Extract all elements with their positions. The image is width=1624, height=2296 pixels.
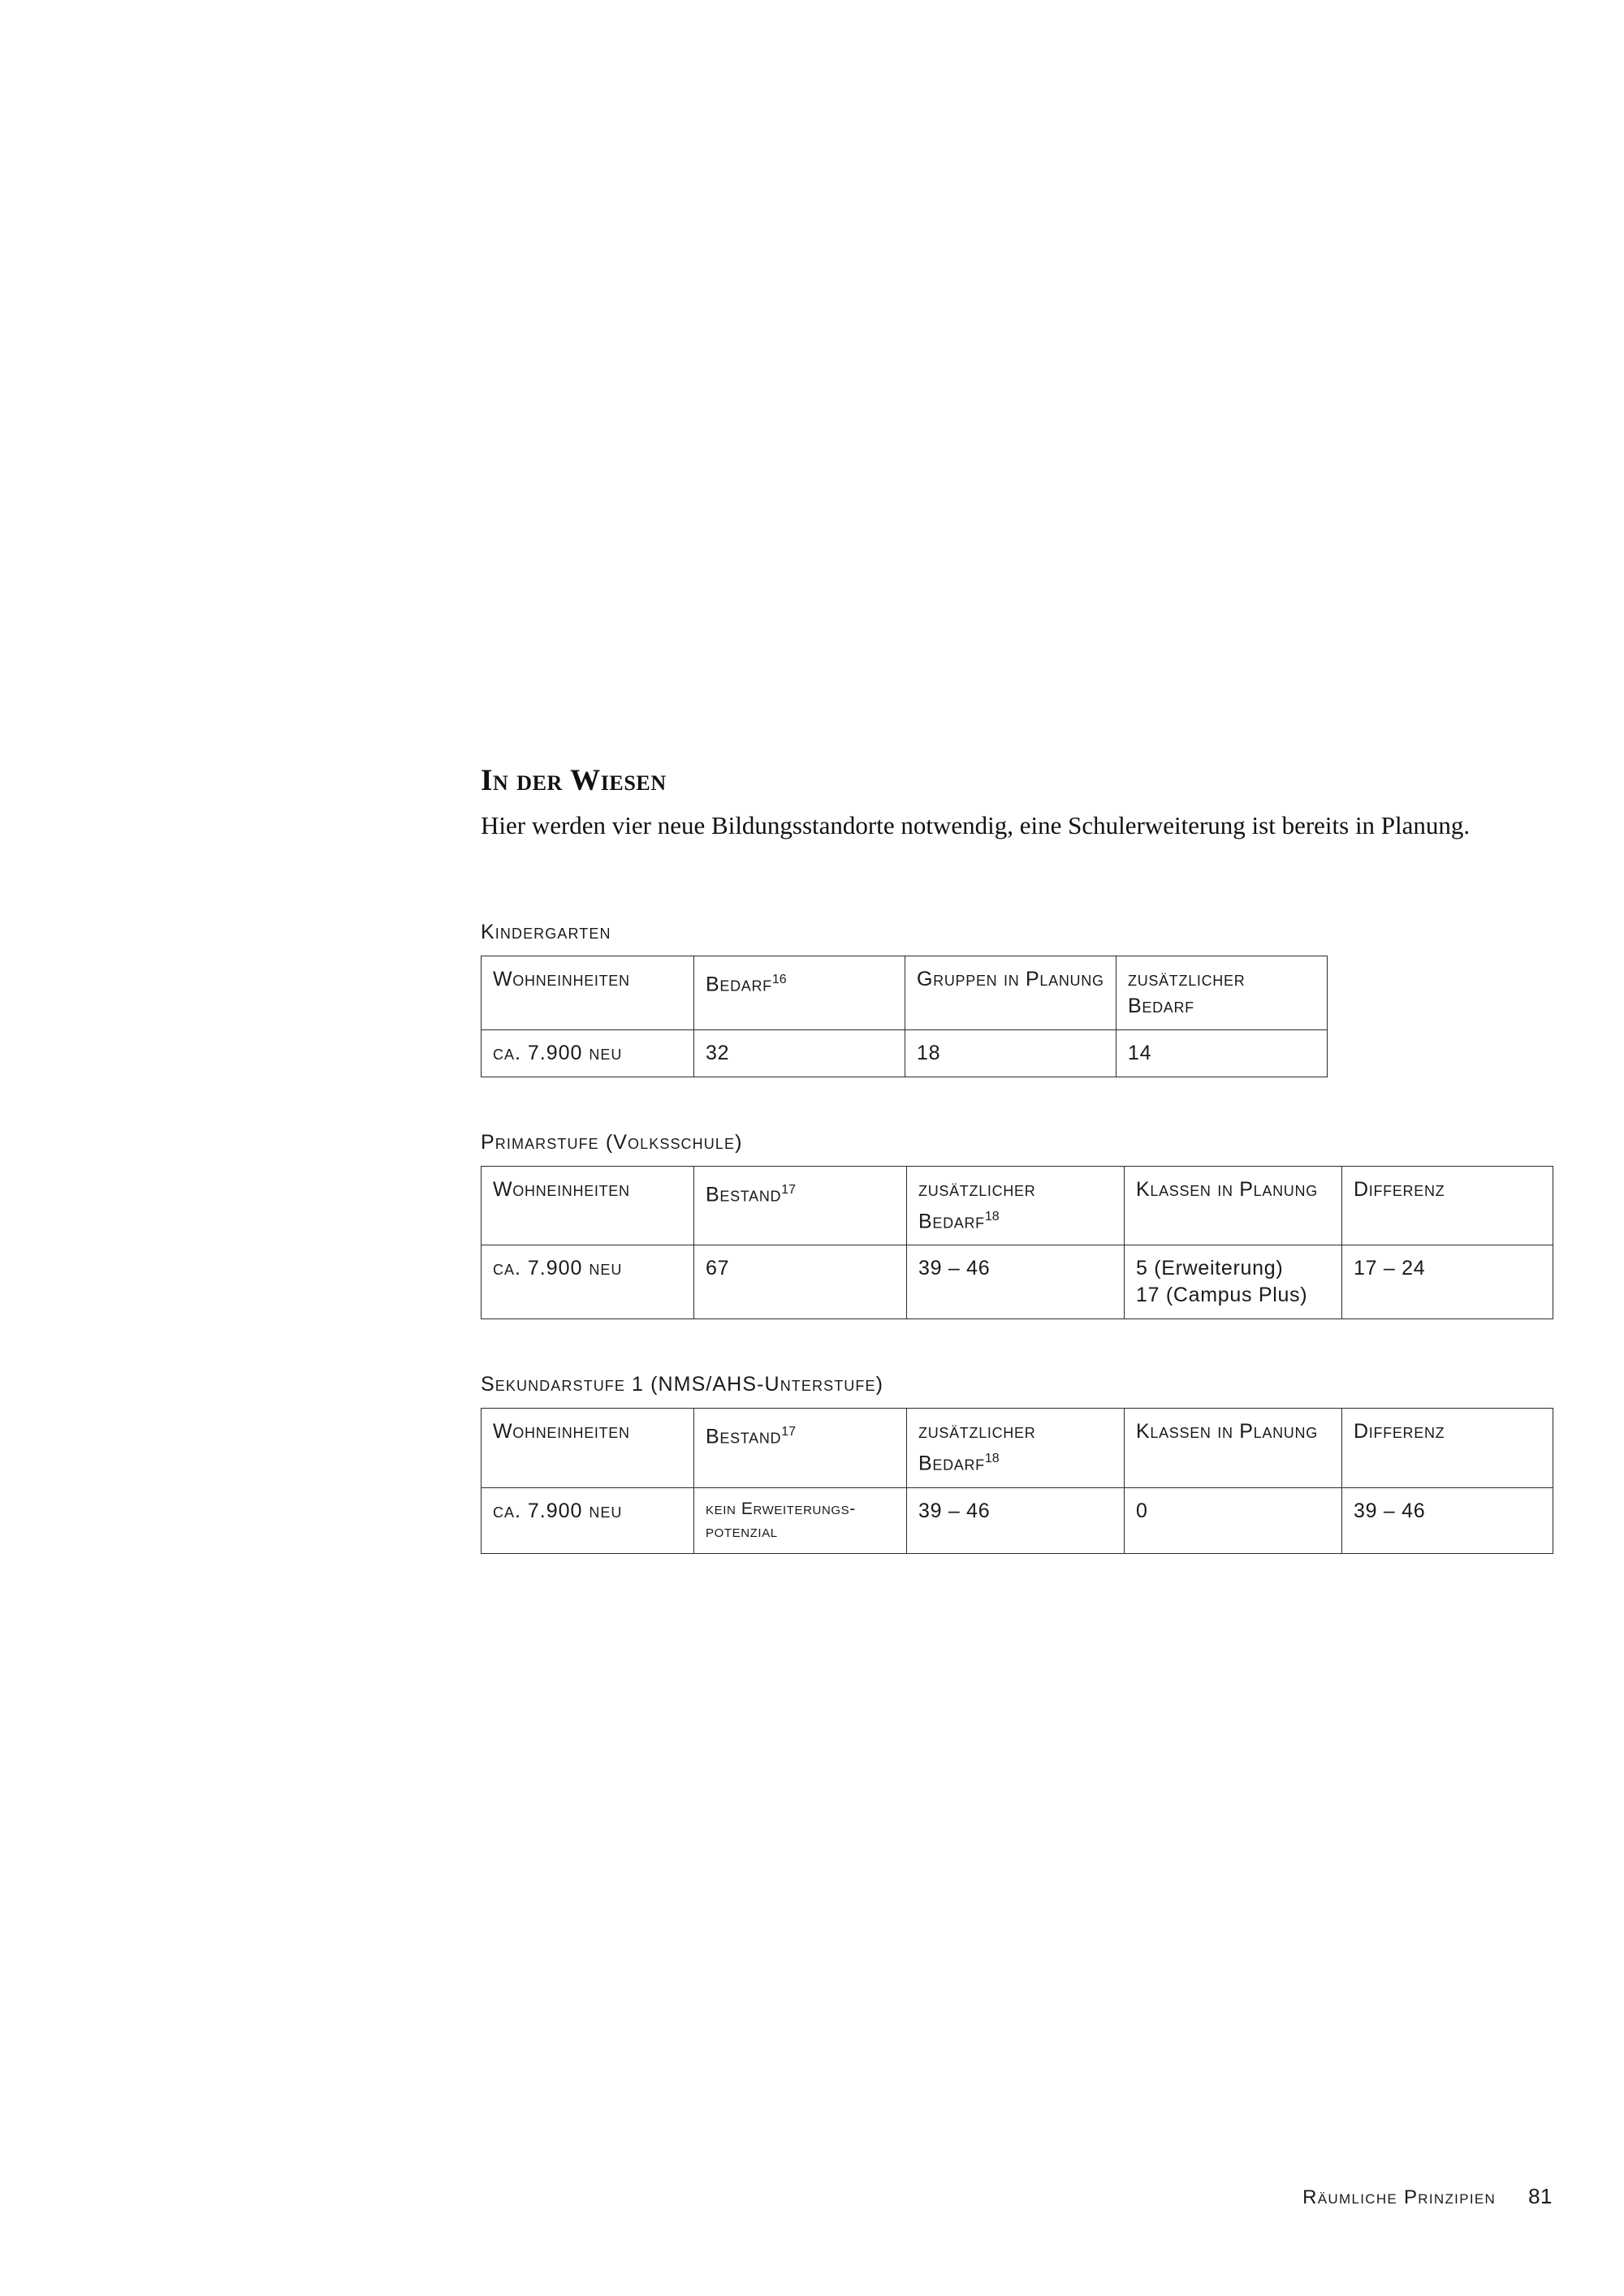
table-row: [482, 1030, 1328, 1077]
page-footer: [0, 2184, 1624, 2216]
column-header-zusaetzlicher-bedarf: zusätzlicher Bedarf$^{18}$: [907, 1409, 1125, 1487]
footnote-marker-18: 18: [984, 1210, 1000, 1224]
table-row: [482, 1487, 1553, 1553]
intro-paragraph: Hier werden vier neue Bildungsstandorte notwendig, eine Schulerweiterung ist bereits in Planung.: [481, 811, 1471, 839]
column-header-zusaetzlicher-bedarf: zusätzlicher Bedarf$^{18}$: [907, 1167, 1125, 1245]
column-header-wohneinheiten: Wohneinheiten: [482, 956, 694, 1030]
column-header-klassen-in-planung: Klassen in Planung: [1125, 1167, 1342, 1245]
table-block-sekundarstufe: [481, 1373, 1553, 1553]
page-content: [481, 763, 1553, 1554]
sekundarstufe-table: [481, 1408, 1553, 1553]
table-header-row: [482, 1167, 1553, 1245]
cell-bedarf: 32: [694, 1030, 905, 1077]
cell-bestand-note: kein Erweiterungs-potenzial: [706, 1499, 856, 1541]
footnote-marker-16: 16: [771, 973, 787, 986]
page-title: In der Wiesen: [481, 764, 667, 797]
cell-klassen-in-planung: [1125, 1245, 1342, 1319]
column-header-gruppen-in-planung: Gruppen in Planung: [905, 956, 1116, 1030]
footer-running-title: Räumliche Prinzipien: [1302, 2186, 1497, 2208]
table-caption-kindergarten: Kindergarten: [481, 921, 611, 943]
column-header-differenz: Differenz: [1342, 1167, 1553, 1245]
table-header-row: [482, 956, 1328, 1030]
table-header-row: [482, 1409, 1553, 1487]
cell-gruppen-in-planung: 18: [905, 1030, 1116, 1077]
primarstufe-table: [481, 1166, 1553, 1319]
cell-zusaetzlicher-bedarf: 39 – 46: [907, 1487, 1125, 1553]
table-block-kindergarten: [481, 921, 1553, 1077]
column-header-bestand: Bestand$^{17}$: [694, 1167, 907, 1245]
column-header-zusaetzlicher-bedarf: zusätzlicher Bedarf: [1116, 956, 1328, 1030]
table-caption-primarstufe: Primarstufe (Volksschule): [481, 1131, 743, 1154]
footnote-marker-17: 17: [781, 1425, 797, 1439]
table-row: [482, 1245, 1553, 1319]
cell-differenz: 39 – 46: [1342, 1487, 1553, 1553]
column-header-wohneinheiten: Wohneinheiten: [482, 1167, 694, 1245]
footnote-marker-18: 18: [984, 1452, 1000, 1466]
cell-klassen-in-planung: 0: [1125, 1487, 1342, 1553]
cell-wohneinheiten: ca. 7.900 neu: [482, 1487, 694, 1553]
cell-klassen-line-1: 5 (Erweiterung): [1136, 1257, 1284, 1280]
column-header-wohneinheiten: Wohneinheiten: [482, 1409, 694, 1487]
cell-differenz: 17 – 24: [1342, 1245, 1553, 1319]
column-header-klassen-in-planung: Klassen in Planung: [1125, 1409, 1342, 1487]
column-header-bestand: Bestand$^{17}$: [694, 1409, 907, 1487]
cell-bestand: 67: [694, 1245, 907, 1319]
cell-klassen-line-2: 17 (Campus Plus): [1136, 1284, 1308, 1307]
footnote-marker-17: 17: [781, 1183, 797, 1197]
cell-zusaetzlicher-bedarf: 14: [1116, 1030, 1328, 1077]
cell-bestand: [694, 1487, 907, 1553]
kindergarten-table: [481, 956, 1328, 1077]
table-caption-sekundarstufe: Sekundarstufe 1 (NMS/AHS-Unterstufe): [481, 1373, 884, 1396]
column-header-bedarf: Bedarf$^{16}$: [694, 956, 905, 1030]
cell-wohneinheiten: ca. 7.900 neu: [482, 1030, 694, 1077]
table-block-primarstufe: [481, 1131, 1553, 1319]
footer-page-number: 81: [1528, 2184, 1553, 2208]
column-header-differenz: Differenz: [1342, 1409, 1553, 1487]
cell-wohneinheiten: ca. 7.900 neu: [482, 1245, 694, 1319]
cell-zusaetzlicher-bedarf: 39 – 46: [907, 1245, 1125, 1319]
